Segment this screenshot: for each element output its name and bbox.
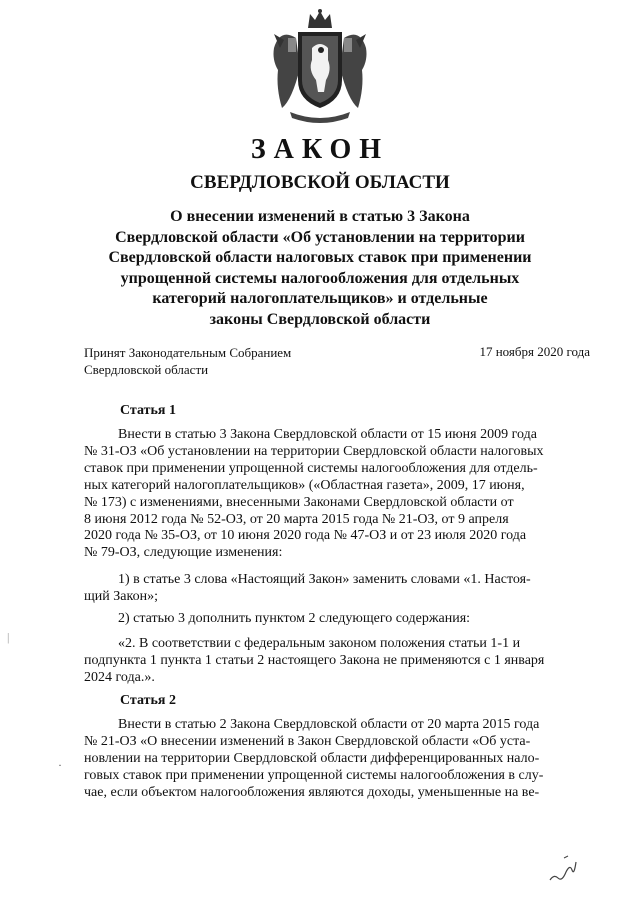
subtitle-line: законы Свердловской области [209, 310, 431, 328]
text-line: 2020 года № 35-ОЗ, от 10 июня 2020 года № 47-ОЗ и от 23 июля 2020 года [84, 528, 527, 544]
text-line: ных категорий налогоплательщиков» («Областная газета», 2009, 17 июня, [84, 477, 525, 493]
text-line: чае, если объектом налогообложения являются доходы, уменьшенные на ве- [84, 784, 540, 800]
text-line: № 31-ОЗ «Об установлении на территории Свердловской области налоговых [84, 443, 544, 459]
article-1-heading: Статья 1 [120, 403, 176, 418]
law-subtitle [100, 207, 540, 331]
text-line: № 21-ОЗ «О внесении изменений в Закон Свердловской области «Об уста- [84, 733, 531, 749]
subtitle-line: О внесении изменений в статью 3 Закона [170, 208, 470, 225]
text-line: говых ставок при применении упрощенной системы налогообложения в слу- [84, 767, 544, 783]
margin-tick: | [7, 630, 10, 644]
text-line: Внести в статью 2 Закона Свердловской области от 20 марта 2015 года [118, 717, 540, 732]
margin-dot: · [58, 758, 62, 772]
text-line: Внести в статью 3 Закона Свердловской области от 15 июня 2009 года [118, 427, 537, 442]
adoption-region: Свердловской области [84, 362, 209, 377]
handwritten-mark-icon [546, 852, 580, 886]
text-line: ставок при применении упрощенной системы налогообложения для отдель- [84, 460, 538, 476]
document-title: ЗАКОН [250, 134, 390, 165]
article-1-intro [84, 427, 590, 562]
adoption-info [84, 344, 344, 378]
adoption-body: Принят Законодательным Собранием [84, 345, 292, 360]
subtitle-line: Свердловской области «Об установлении на территории [115, 228, 525, 246]
coat-of-arms-icon [270, 8, 370, 126]
article-1-quote [84, 636, 590, 687]
text-line: «2. В соответствии с федеральным законом положения статьи 1-1 и [118, 636, 521, 651]
text-line: щий Закон»; [84, 588, 158, 604]
text-line: новлении на территории Свердловской области дифференцированных нало- [84, 750, 540, 766]
text-line: № 173) с изменениями, внесенными Законами Свердловской области от [84, 494, 514, 510]
article-2-intro [84, 717, 590, 802]
article-1-item-1 [84, 572, 590, 606]
subtitle-line: упрощенной системы налогообложения для отдельных [120, 269, 520, 287]
region-title: СВЕРДЛОВСКОЙ ОБЛАСТИ [190, 172, 450, 193]
subtitle-line: категорий налогоплательщиков» и отдельные [152, 290, 488, 308]
adoption-date: 17 ноября 2020 года [479, 344, 590, 359]
text-line: № 79-ОЗ, следующие изменения: [84, 545, 283, 561]
text-line: 2) статью 3 дополнить пунктом 2 следующего содержания: [118, 611, 471, 626]
text-line: 2024 года.». [84, 669, 155, 685]
article-1-item-2 [84, 611, 590, 628]
article-2-heading: Статья 2 [120, 693, 176, 708]
text-line: подпункта 1 пункта 1 статьи 2 настоящего Закона не применяются с 1 января [84, 652, 545, 668]
text-line: 8 июня 2012 года № 52-ОЗ, от 20 марта 2015 года № 21-ОЗ, от 9 апреля [84, 511, 509, 527]
subtitle-line: Свердловской области налоговых ставок при применении [108, 249, 532, 267]
text-line: 1) в статье 3 слова «Настоящий Закон» заменить словами «1. Настоя- [118, 572, 531, 587]
